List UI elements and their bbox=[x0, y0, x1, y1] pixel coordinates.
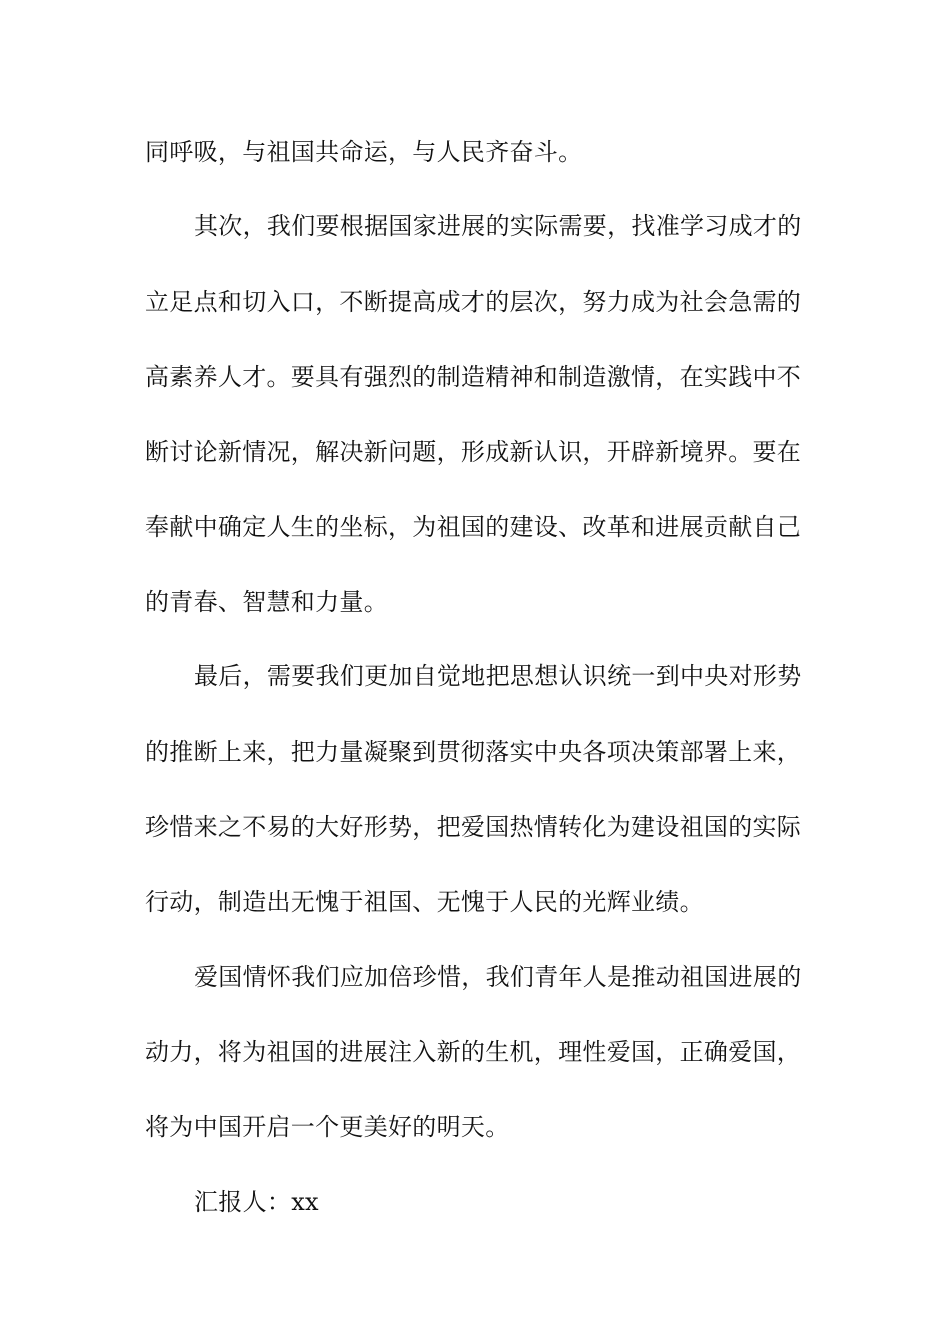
text-line: 立足点和切入口，不断提高成才的层次，努力成为社会急需的 bbox=[145, 288, 802, 316]
text-line: 动力，将为祖国的进展注入新的生机，理性爱国，正确爱国， bbox=[145, 1038, 802, 1066]
reporter-signature: 汇报人：xx bbox=[194, 1188, 319, 1216]
text-line: 高素养人才。要具有强烈的制造精神和制造激情，在实践中不 bbox=[145, 363, 802, 391]
text-line: 的青春、智慧和力量。 bbox=[145, 588, 388, 616]
text-line: 将为中国开启一个更美好的明天。 bbox=[145, 1113, 510, 1141]
text-line: 断讨论新情况，解决新问题，形成新认识，开辟新境界。要在 bbox=[145, 438, 802, 466]
text-line: 奉献中确定人生的坐标，为祖国的建设、改革和进展贡献自己 bbox=[145, 513, 802, 541]
paragraph-first-line: 爱国情怀我们应加倍珍惜，我们青年人是推动祖国进展的 bbox=[194, 963, 802, 991]
text-line: 珍惜来之不易的大好形势，把爱国热情转化为建设祖国的实际 bbox=[145, 813, 802, 841]
text-line: 的推断上来，把力量凝聚到贯彻落实中央各项决策部署上来， bbox=[145, 738, 802, 766]
text-line: 同呼吸，与祖国共命运，与人民齐奋斗。 bbox=[145, 138, 583, 166]
paragraph-first-line: 最后，需要我们更加自觉地把思想认识统一到中央对形势 bbox=[194, 662, 802, 690]
text-line: 行动，制造出无愧于祖国、无愧于人民的光辉业绩。 bbox=[145, 888, 704, 916]
paragraph-first-line: 其次，我们要根据国家进展的实际需要，找准学习成才的 bbox=[194, 212, 802, 240]
